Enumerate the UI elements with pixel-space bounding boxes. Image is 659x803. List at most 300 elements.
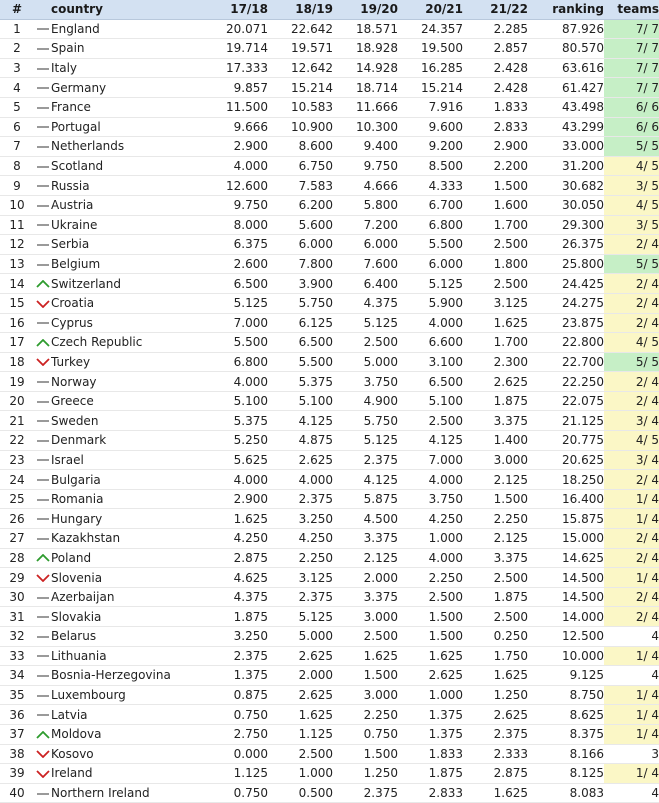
season-20-21-value: 5.100 [398, 391, 463, 411]
season-18-19-value: 1.125 [268, 724, 333, 744]
season-21-22-value: 2.500 [463, 235, 528, 255]
teams-value: 6/ 6 [604, 117, 659, 137]
season-20-21-value: 2.500 [398, 587, 463, 607]
table-row [0, 705, 659, 725]
teams-value: 2/ 4 [604, 391, 659, 411]
trend-cell [34, 548, 51, 568]
trend-cell [34, 78, 51, 98]
season-18-19-value: 19.571 [268, 39, 333, 59]
season-17-18-value: 1.625 [203, 509, 268, 529]
trend-cell [34, 529, 51, 549]
country-name: Portugal [51, 117, 203, 137]
table-row [0, 470, 659, 490]
teams-value: 7/ 7 [604, 58, 659, 78]
country-name: England [51, 19, 203, 39]
rank-number: 26 [0, 509, 34, 529]
ranking-value: 87.926 [528, 19, 604, 39]
teams-value: 2/ 4 [604, 372, 659, 392]
season-19-20-value: 2.375 [333, 450, 398, 470]
season-20-21-value: 6.600 [398, 333, 463, 353]
teams-value: 1/ 4 [604, 646, 659, 666]
season-19-20-value: 4.900 [333, 391, 398, 411]
season-18-19-value: 5.100 [268, 391, 333, 411]
teams-value: 2/ 4 [604, 313, 659, 333]
season-18-19-value: 6.000 [268, 235, 333, 255]
rank-number: 14 [0, 274, 34, 294]
season-17-18-value: 12.600 [203, 176, 268, 196]
trend-cell [34, 195, 51, 215]
trend-unchanged-icon [37, 48, 49, 50]
teams-value: 4/ 5 [604, 333, 659, 353]
country-name: Hungary [51, 509, 203, 529]
trend-cell [34, 215, 51, 235]
trend-cell [34, 39, 51, 59]
season-20-21-value: 24.357 [398, 19, 463, 39]
season-20-21-value: 2.625 [398, 666, 463, 686]
season-21-22-value: 3.375 [463, 411, 528, 431]
country-name: Azerbaijan [51, 587, 203, 607]
rank-number: 6 [0, 117, 34, 137]
rank-number: 15 [0, 293, 34, 313]
season-17-18-value: 20.071 [203, 19, 268, 39]
teams-value: 4/ 5 [604, 195, 659, 215]
season-19-20-value: 3.375 [333, 529, 398, 549]
season-19-20-value: 2.250 [333, 705, 398, 725]
season-21-22-value: 2.285 [463, 19, 528, 39]
season-17-18-value: 5.250 [203, 431, 268, 451]
country-name: Turkey [51, 352, 203, 372]
ranking-value: 18.250 [528, 470, 604, 490]
ranking-value: 22.250 [528, 372, 604, 392]
season-20-21-value: 2.833 [398, 783, 463, 803]
season-18-19-value: 2.000 [268, 666, 333, 686]
country-name: Ukraine [51, 215, 203, 235]
country-name: Belgium [51, 254, 203, 274]
season-19-20-value: 2.500 [333, 627, 398, 647]
season-21-22-value: 0.250 [463, 627, 528, 647]
rank-number: 27 [0, 529, 34, 549]
trend-unchanged-icon [37, 499, 49, 501]
country-name: Belarus [51, 627, 203, 647]
season-17-18-value: 5.375 [203, 411, 268, 431]
season-21-22-value: 2.125 [463, 529, 528, 549]
trend-cell [34, 509, 51, 529]
trend-unchanged-icon [37, 440, 49, 442]
season-20-21-value: 1.625 [398, 646, 463, 666]
teams-value: 1/ 4 [604, 705, 659, 725]
season-19-20-value: 4.666 [333, 176, 398, 196]
trend-cell [34, 235, 51, 255]
teams-value: 1/ 4 [604, 489, 659, 509]
trend-down-icon [36, 770, 50, 778]
season-18-19-value: 2.625 [268, 685, 333, 705]
header-season-20-21[interactable]: 20/21 [398, 0, 463, 19]
season-21-22-value: 2.500 [463, 274, 528, 294]
table-row [0, 724, 659, 744]
season-18-19-value: 2.625 [268, 646, 333, 666]
season-21-22-value: 2.857 [463, 39, 528, 59]
season-19-20-value: 3.000 [333, 685, 398, 705]
season-21-22-value: 2.200 [463, 156, 528, 176]
season-18-19-value: 5.600 [268, 215, 333, 235]
season-19-20-value: 1.500 [333, 666, 398, 686]
season-21-22-value: 2.500 [463, 607, 528, 627]
ranking-value: 29.300 [528, 215, 604, 235]
table-row [0, 293, 659, 313]
trend-down-icon [36, 574, 50, 582]
season-21-22-value: 1.800 [463, 254, 528, 274]
teams-value: 2/ 4 [604, 470, 659, 490]
trend-unchanged-icon [37, 636, 49, 638]
season-20-21-value: 1.375 [398, 724, 463, 744]
table-row [0, 548, 659, 568]
table-row [0, 764, 659, 784]
table-row [0, 627, 659, 647]
season-21-22-value: 2.125 [463, 470, 528, 490]
season-17-18-value: 2.875 [203, 548, 268, 568]
season-18-19-value: 1.625 [268, 705, 333, 725]
country-name: Bulgaria [51, 470, 203, 490]
season-20-21-value: 1.000 [398, 529, 463, 549]
season-17-18-value: 2.750 [203, 724, 268, 744]
season-19-20-value: 1.250 [333, 764, 398, 784]
season-17-18-value: 5.125 [203, 293, 268, 313]
header-season-18-19[interactable]: 18/19 [268, 0, 333, 19]
season-21-22-value: 3.000 [463, 450, 528, 470]
season-19-20-value: 10.300 [333, 117, 398, 137]
season-17-18-value: 9.857 [203, 78, 268, 98]
teams-value: 4 [604, 627, 659, 647]
season-18-19-value: 2.375 [268, 587, 333, 607]
season-18-19-value: 5.750 [268, 293, 333, 313]
trend-cell [34, 568, 51, 588]
season-17-18-value: 8.000 [203, 215, 268, 235]
country-name: Austria [51, 195, 203, 215]
season-19-20-value: 1.500 [333, 744, 398, 764]
season-18-19-value: 10.583 [268, 97, 333, 117]
country-name: Israel [51, 450, 203, 470]
ranking-value: 24.425 [528, 274, 604, 294]
season-19-20-value: 7.200 [333, 215, 398, 235]
header-trend [34, 0, 51, 19]
trend-unchanged-icon [37, 714, 49, 716]
teams-value: 7/ 7 [604, 78, 659, 98]
season-19-20-value: 2.500 [333, 333, 398, 353]
ranking-value: 30.682 [528, 176, 604, 196]
ranking-value: 22.075 [528, 391, 604, 411]
header-country[interactable]: country [51, 0, 203, 19]
table-row [0, 587, 659, 607]
teams-value: 1/ 4 [604, 568, 659, 588]
season-18-19-value: 2.250 [268, 548, 333, 568]
ranking-value: 15.875 [528, 509, 604, 529]
season-19-20-value: 18.714 [333, 78, 398, 98]
ranking-value: 20.775 [528, 431, 604, 451]
season-17-18-value: 6.500 [203, 274, 268, 294]
rank-number: 4 [0, 78, 34, 98]
header-row [0, 0, 659, 19]
table-row [0, 176, 659, 196]
trend-unchanged-icon [37, 166, 49, 168]
season-20-21-value: 4.000 [398, 548, 463, 568]
rank-number: 13 [0, 254, 34, 274]
trend-cell [34, 97, 51, 117]
season-21-22-value: 1.400 [463, 431, 528, 451]
country-name: Cyprus [51, 313, 203, 333]
rank-number: 21 [0, 411, 34, 431]
table-row [0, 685, 659, 705]
header-season-21-22[interactable]: 21/22 [463, 0, 528, 19]
rank-number: 25 [0, 489, 34, 509]
table-row [0, 235, 659, 255]
ranking-value: 23.875 [528, 313, 604, 333]
rank-number: 36 [0, 705, 34, 725]
trend-unchanged-icon [37, 675, 49, 677]
season-18-19-value: 4.875 [268, 431, 333, 451]
header-rank-number[interactable]: # [0, 0, 34, 19]
rank-number: 23 [0, 450, 34, 470]
season-20-21-value: 5.900 [398, 293, 463, 313]
rank-number: 16 [0, 313, 34, 333]
teams-value: 1/ 4 [604, 724, 659, 744]
ranking-value: 21.125 [528, 411, 604, 431]
season-19-20-value: 6.400 [333, 274, 398, 294]
table-row [0, 215, 659, 235]
season-20-21-value: 2.250 [398, 568, 463, 588]
table-row [0, 372, 659, 392]
season-20-21-value: 2.500 [398, 411, 463, 431]
teams-value: 3/ 5 [604, 176, 659, 196]
season-21-22-value: 2.250 [463, 509, 528, 529]
season-20-21-value: 4.250 [398, 509, 463, 529]
trend-cell [34, 705, 51, 725]
country-name: Greece [51, 391, 203, 411]
ranking-value: 12.500 [528, 627, 604, 647]
table-row [0, 254, 659, 274]
season-19-20-value: 5.750 [333, 411, 398, 431]
season-20-21-value: 5.500 [398, 235, 463, 255]
ranking-value: 14.500 [528, 587, 604, 607]
season-21-22-value: 1.700 [463, 333, 528, 353]
ranking-value: 80.570 [528, 39, 604, 59]
table-row [0, 19, 659, 39]
trend-cell [34, 764, 51, 784]
trend-unchanged-icon [37, 479, 49, 481]
season-21-22-value: 2.500 [463, 568, 528, 588]
teams-value: 3 [604, 744, 659, 764]
season-17-18-value: 5.100 [203, 391, 268, 411]
season-19-20-value: 5.875 [333, 489, 398, 509]
season-20-21-value: 7.916 [398, 97, 463, 117]
ranking-value: 43.299 [528, 117, 604, 137]
season-19-20-value: 9.750 [333, 156, 398, 176]
season-17-18-value: 1.125 [203, 764, 268, 784]
season-18-19-value: 5.000 [268, 627, 333, 647]
country-name: Netherlands [51, 137, 203, 157]
table-row [0, 313, 659, 333]
season-18-19-value: 4.000 [268, 470, 333, 490]
trend-cell [34, 666, 51, 686]
country-name: Ireland [51, 764, 203, 784]
country-name: Moldova [51, 724, 203, 744]
teams-value: 1/ 4 [604, 509, 659, 529]
rank-number: 20 [0, 391, 34, 411]
season-17-18-value: 6.375 [203, 235, 268, 255]
season-20-21-value: 9.600 [398, 117, 463, 137]
season-18-19-value: 2.500 [268, 744, 333, 764]
rank-number: 19 [0, 372, 34, 392]
teams-value: 4/ 5 [604, 156, 659, 176]
season-20-21-value: 1.000 [398, 685, 463, 705]
trend-unchanged-icon [37, 793, 49, 795]
trend-cell [34, 313, 51, 333]
season-17-18-value: 2.375 [203, 646, 268, 666]
ranking-value: 14.625 [528, 548, 604, 568]
header-teams[interactable]: teams [604, 0, 659, 19]
season-18-19-value: 2.625 [268, 450, 333, 470]
season-21-22-value: 2.875 [463, 764, 528, 784]
rank-number: 8 [0, 156, 34, 176]
season-18-19-value: 5.500 [268, 352, 333, 372]
rank-number: 17 [0, 333, 34, 353]
ranking-value: 8.125 [528, 764, 604, 784]
teams-value: 4/ 5 [604, 431, 659, 451]
teams-value: 4 [604, 666, 659, 686]
country-name: Switzerland [51, 274, 203, 294]
header-season-17-18[interactable]: 17/18 [203, 0, 268, 19]
rank-number: 11 [0, 215, 34, 235]
trend-unchanged-icon [37, 459, 49, 461]
trend-cell [34, 627, 51, 647]
season-17-18-value: 2.600 [203, 254, 268, 274]
trend-unchanged-icon [37, 28, 49, 30]
trend-unchanged-icon [37, 205, 49, 207]
trend-unchanged-icon [37, 224, 49, 226]
season-19-20-value: 11.666 [333, 97, 398, 117]
rank-number: 34 [0, 666, 34, 686]
season-20-21-value: 6.800 [398, 215, 463, 235]
season-17-18-value: 0.000 [203, 744, 268, 764]
trend-unchanged-icon [37, 87, 49, 89]
trend-unchanged-icon [37, 695, 49, 697]
season-20-21-value: 4.333 [398, 176, 463, 196]
country-name: Luxembourg [51, 685, 203, 705]
trend-cell [34, 137, 51, 157]
country-name: Bosnia-Herzegovina [51, 666, 203, 686]
season-18-19-value: 4.250 [268, 529, 333, 549]
rank-number: 22 [0, 431, 34, 451]
trend-cell [34, 470, 51, 490]
season-19-20-value: 7.600 [333, 254, 398, 274]
season-20-21-value: 6.700 [398, 195, 463, 215]
ranking-value: 22.800 [528, 333, 604, 353]
header-season-19-20[interactable]: 19/20 [333, 0, 398, 19]
season-21-22-value: 2.375 [463, 724, 528, 744]
trend-cell [34, 391, 51, 411]
season-19-20-value: 1.625 [333, 646, 398, 666]
season-17-18-value: 1.875 [203, 607, 268, 627]
header-ranking[interactable]: ranking [528, 0, 604, 19]
season-17-18-value: 4.000 [203, 156, 268, 176]
season-19-20-value: 4.125 [333, 470, 398, 490]
season-18-19-value: 8.600 [268, 137, 333, 157]
country-name: Czech Republic [51, 333, 203, 353]
trend-cell [34, 587, 51, 607]
teams-value: 2/ 4 [604, 529, 659, 549]
table-row [0, 352, 659, 372]
season-20-21-value: 1.875 [398, 764, 463, 784]
season-18-19-value: 3.125 [268, 568, 333, 588]
trend-cell [34, 117, 51, 137]
rank-number: 38 [0, 744, 34, 764]
season-19-20-value: 4.500 [333, 509, 398, 529]
trend-up-icon [36, 280, 50, 288]
trend-down-icon [36, 358, 50, 366]
season-21-22-value: 2.333 [463, 744, 528, 764]
season-20-21-value: 9.200 [398, 137, 463, 157]
season-21-22-value: 2.300 [463, 352, 528, 372]
teams-value: 5/ 5 [604, 137, 659, 157]
trend-unchanged-icon [37, 185, 49, 187]
trend-unchanged-icon [37, 420, 49, 422]
table-row [0, 117, 659, 137]
season-20-21-value: 6.500 [398, 372, 463, 392]
season-17-18-value: 4.250 [203, 529, 268, 549]
trend-cell [34, 431, 51, 451]
country-name: Sweden [51, 411, 203, 431]
teams-value: 7/ 7 [604, 19, 659, 39]
trend-up-icon [36, 731, 50, 739]
season-17-18-value: 19.714 [203, 39, 268, 59]
trend-unchanged-icon [37, 244, 49, 246]
trend-unchanged-icon [37, 381, 49, 383]
rank-number: 31 [0, 607, 34, 627]
season-17-18-value: 0.750 [203, 783, 268, 803]
season-19-20-value: 3.375 [333, 587, 398, 607]
season-17-18-value: 4.625 [203, 568, 268, 588]
teams-value: 2/ 4 [604, 274, 659, 294]
season-18-19-value: 7.583 [268, 176, 333, 196]
trend-cell [34, 744, 51, 764]
season-20-21-value: 16.285 [398, 58, 463, 78]
teams-value: 7/ 7 [604, 39, 659, 59]
season-21-22-value: 2.833 [463, 117, 528, 137]
season-17-18-value: 1.375 [203, 666, 268, 686]
teams-value: 3/ 5 [604, 215, 659, 235]
season-17-18-value: 9.750 [203, 195, 268, 215]
table-row [0, 744, 659, 764]
trend-cell [34, 19, 51, 39]
season-18-19-value: 3.250 [268, 509, 333, 529]
trend-up-icon [36, 339, 50, 347]
table-row [0, 529, 659, 549]
season-18-19-value: 5.375 [268, 372, 333, 392]
teams-value: 6/ 6 [604, 97, 659, 117]
trend-cell [34, 333, 51, 353]
country-name: Kazakhstan [51, 529, 203, 549]
season-17-18-value: 2.900 [203, 137, 268, 157]
table-row [0, 411, 659, 431]
season-17-18-value: 5.500 [203, 333, 268, 353]
rank-number: 1 [0, 19, 34, 39]
trend-cell [34, 274, 51, 294]
season-21-22-value: 1.833 [463, 97, 528, 117]
rank-number: 30 [0, 587, 34, 607]
season-19-20-value: 18.928 [333, 39, 398, 59]
ranking-value: 8.083 [528, 783, 604, 803]
trend-up-icon [36, 554, 50, 562]
country-name: Russia [51, 176, 203, 196]
